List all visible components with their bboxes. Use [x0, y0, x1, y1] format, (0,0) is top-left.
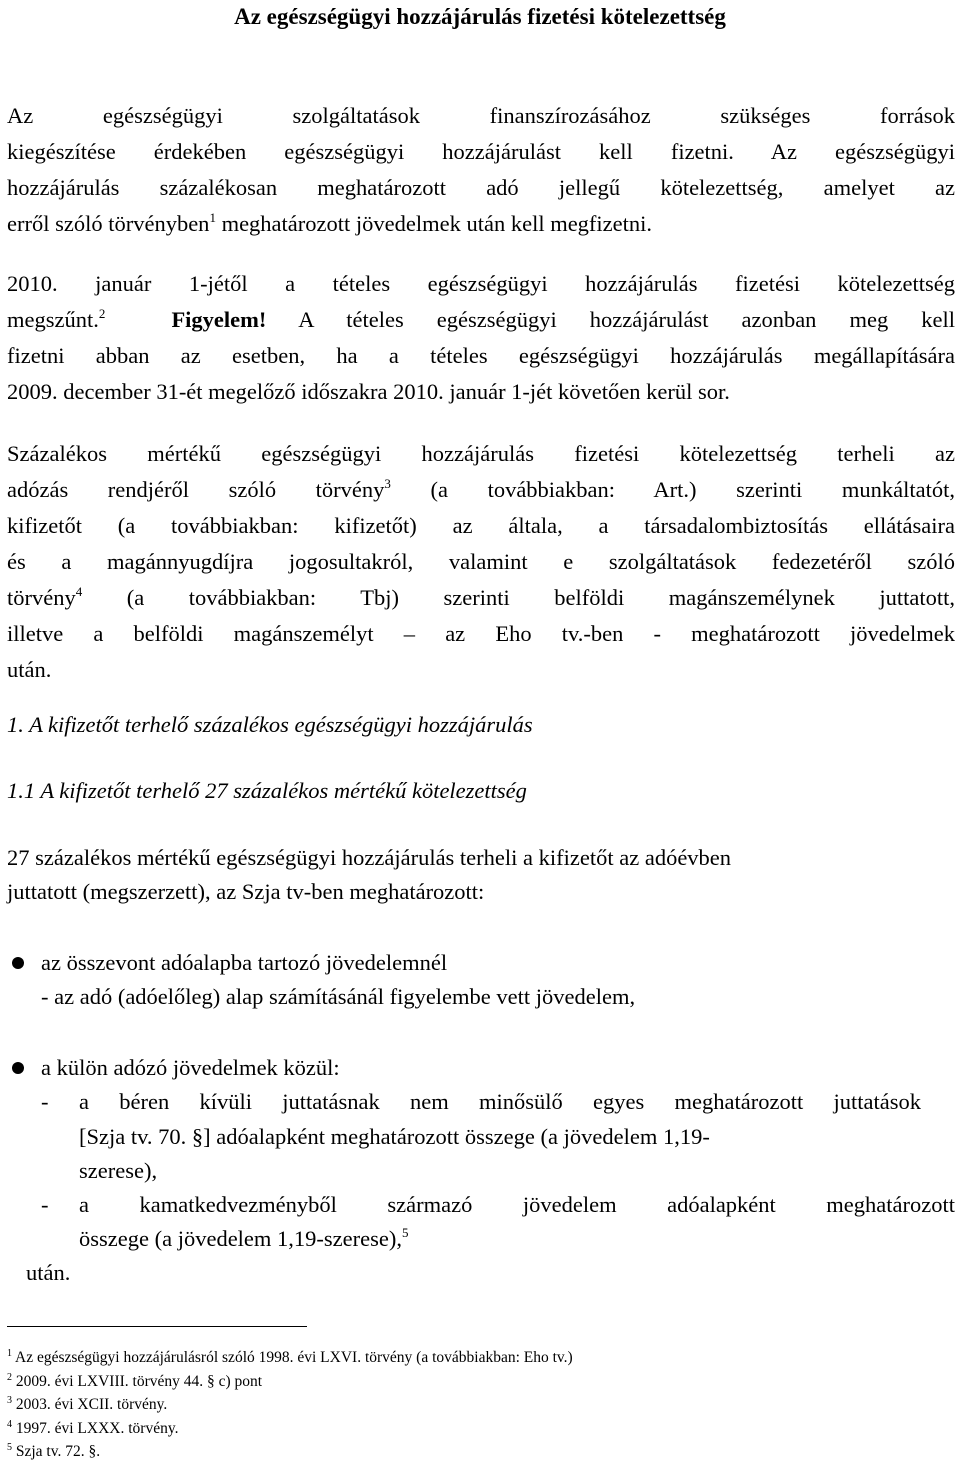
- footnote-number: 1: [7, 1348, 12, 1359]
- bullet-icon: [12, 1062, 24, 1074]
- footnote: [7, 1372, 262, 1392]
- footnote-text: 2003. évi XCII. törvény.: [12, 1396, 168, 1413]
- paragraph-percentage: [7, 436, 955, 688]
- paragraph-notice: [7, 266, 955, 410]
- footnote-text: 2009. évi LXVIII. törvény 44. § c) pont: [12, 1373, 263, 1390]
- footnote-number: 3: [7, 1395, 12, 1406]
- text-line: kifizetőt (a továbbiakban: kifizetőt) az általa, a társadalombiztosítás ellátásaira: [7, 513, 955, 538]
- bullet-icon: [12, 957, 24, 969]
- footnote-text: Az egészségügyi hozzájárulásról szóló 1998. évi LXVI. törvény (a továbbiakban: Eho tv.): [12, 1349, 573, 1366]
- text-line: 2010. január 1-jétől a tételes egészségügyi hozzájárulás fizetési kötelezettség: [7, 271, 955, 296]
- footnote-ref[interactable]: 1: [209, 210, 216, 225]
- text-span: megszűnt.: [7, 307, 99, 332]
- footnote-ref[interactable]: 3: [384, 476, 391, 491]
- text-line: illetve a belföldi magánszemélyt – az Eho tv.-ben - meghatározott jövedelmek: [7, 621, 955, 646]
- footnote-number: 2: [7, 1372, 12, 1383]
- sub-item-text: szerese),: [79, 1158, 158, 1183]
- document-title: Az egészségügyi hozzájárulás fizetési kötelezettség: [234, 4, 726, 29]
- footnote-ref[interactable]: 4: [75, 584, 83, 599]
- footnote: [7, 1419, 178, 1439]
- text-line: Százalékos mértékű egészségügyi hozzájárulás fizetési kötelezettség terheli az: [7, 441, 955, 466]
- footnote-ref[interactable]: 5: [401, 1225, 409, 1240]
- section-heading: 1. A kifizetőt terhelő százalékos egészségügyi hozzájárulás: [7, 712, 533, 737]
- text-line: [7, 206, 955, 242]
- footnote: [7, 1442, 100, 1462]
- text-line: után.: [7, 657, 52, 682]
- text-line: kiegészítése érdekében egészségügyi hozzájárulást kell fizetni. Az egészségügyi: [7, 139, 955, 164]
- footnote-ref[interactable]: 2: [98, 306, 106, 321]
- text-line: 27 százalékos mértékű egészségügyi hozzájárulás terheli a kifizetőt az adóévben: [7, 845, 732, 870]
- text-line: juttatott (megszerzett), az Szja tv-ben meghatározott:: [7, 879, 485, 904]
- text-line: hozzájárulás százalékosan meghatározott adó jellegű kötelezettség, amelyet az: [7, 175, 955, 200]
- text-line: [7, 580, 955, 616]
- text-line: Az egészségügyi szolgáltatások finanszírozásához szükséges források: [7, 103, 955, 128]
- paragraph-27-percent: [7, 841, 955, 909]
- footnote-number: 5: [7, 1442, 12, 1453]
- attention-label: Figyelem!: [171, 307, 267, 332]
- text-span: törvény: [7, 585, 76, 610]
- footnote: [7, 1395, 167, 1415]
- text-line: [7, 302, 955, 338]
- sub-item-text: [Szja tv. 70. §] adóalapként meghatározott összege (a jövedelem 1,19-: [79, 1124, 710, 1149]
- bullet-item-text: a külön adózó jövedelmek közül:: [41, 1055, 340, 1080]
- closing-text: után.: [26, 1260, 71, 1285]
- text-span: összege (a jövedelem 1,19-szerese),: [79, 1226, 402, 1251]
- dash-marker: -: [41, 1192, 49, 1217]
- sub-item-text: a béren kívüli juttatásnak nem minősülő egyes meghatározott juttatások: [79, 1089, 921, 1114]
- text-line: és a magánnyugdíjra jogosultakról, valamint e szolgáltatások fedezetéről szóló: [7, 549, 955, 574]
- footnote-text: Szja tv. 72. §.: [12, 1443, 101, 1460]
- footnote-number: 4: [7, 1419, 12, 1430]
- text-line: 2009. december 31-ét megelőző időszakra 2010. január 1-jét követően kerül sor.: [7, 379, 730, 404]
- subsection-heading: 1.1 A kifizetőt terhelő 27 százalékos mértékű kötelezettség: [7, 778, 527, 803]
- text-span: A tételes egészségügyi hozzájárulást azonban meg kell: [266, 307, 955, 332]
- text-span: (a továbbiakban: Tbj) szerinti belföldi magánszemélynek juttatott,: [82, 585, 955, 610]
- text-span: meghatározott jövedelmek után kell megfizetni.: [215, 211, 653, 236]
- bullet-item-text: - az adó (adóelőleg) alap számításánál figyelembe vett jövedelem,: [41, 984, 636, 1009]
- bullet-item-text: az összevont adóalapba tartozó jövedelemnél: [41, 950, 448, 975]
- sub-item-text: a kamatkedvezményből származó jövedelem adóalapként meghatározott: [79, 1192, 955, 1217]
- dash-marker: -: [41, 1089, 49, 1114]
- text-span: adózás rendjéről szóló törvény: [7, 477, 385, 502]
- text-span: (a továbbiakban: Art.) szerinti munkáltatót,: [390, 477, 955, 502]
- footnote-text: 1997. évi LXXX. törvény.: [12, 1420, 179, 1437]
- paragraph-intro: [7, 98, 955, 242]
- footnote: [7, 1348, 573, 1368]
- text-line: fizetni abban az esetben, ha a tételes egészségügyi hozzájárulás megállapítására: [7, 343, 955, 368]
- sub-item-text: [79, 1222, 408, 1256]
- text-line: [7, 472, 955, 508]
- footnote-separator: [7, 1326, 307, 1327]
- text-span: erről szóló törvényben: [7, 211, 210, 236]
